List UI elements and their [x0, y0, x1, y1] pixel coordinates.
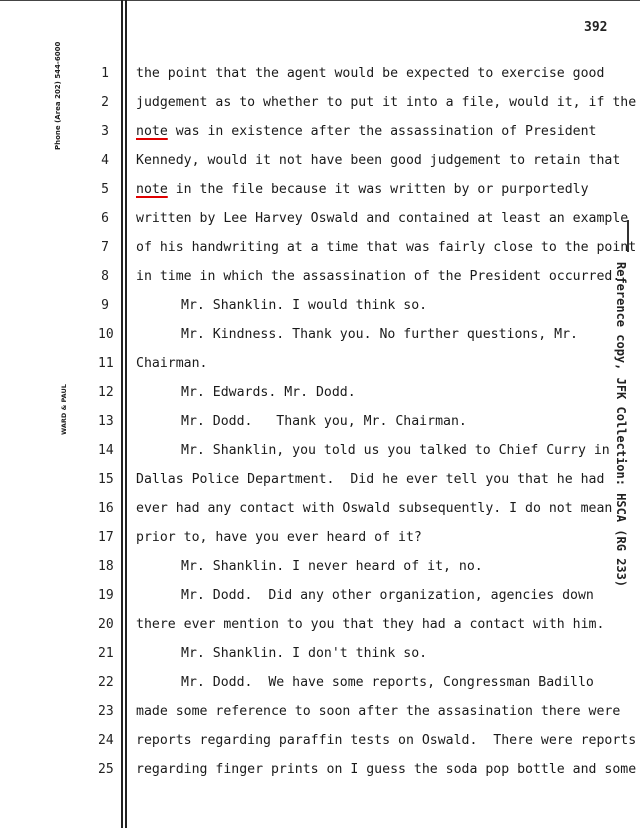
page-number: 392: [584, 20, 608, 35]
transcript-line: [0, 298, 640, 318]
transcript-line: [0, 269, 640, 289]
transcript-line: [0, 211, 640, 231]
line-number: 4: [101, 153, 109, 168]
line-text: [136, 501, 626, 516]
transcript-line: [0, 153, 640, 173]
text-segment: regarding finger prints on I guess the soda pop bottle and some: [136, 762, 637, 777]
line-text: [181, 327, 626, 342]
line-number: 5: [101, 182, 109, 197]
line-number: 12: [98, 385, 114, 400]
transcript-line: [0, 675, 640, 695]
line-number: 13: [98, 414, 114, 429]
text-segment: written by Lee Harvey Oswald and contained at least an example: [136, 211, 629, 226]
line-text: [136, 211, 629, 226]
line-number: 18: [98, 559, 114, 574]
transcript-line: [0, 356, 640, 376]
transcript-line: [0, 617, 640, 637]
line-number: 2: [101, 95, 109, 110]
line-text: [181, 559, 626, 574]
line-text: [181, 443, 626, 458]
transcript-line: [0, 501, 640, 521]
transcript-line: [0, 240, 640, 260]
line-text: [136, 530, 626, 545]
text-segment: was in existence after the assassination of President: [167, 124, 597, 139]
line-number: 22: [98, 675, 114, 690]
transcript-line: [0, 443, 640, 463]
firm-label: WARD & PAUL: [60, 384, 68, 435]
transcript-line: [0, 95, 640, 115]
line-number: 1: [101, 66, 109, 81]
line-text: [136, 66, 626, 81]
line-text: [136, 472, 626, 487]
line-text: [136, 95, 637, 110]
underlined-word: note: [136, 182, 168, 197]
line-number: 25: [98, 762, 114, 777]
transcript-line: [0, 733, 640, 753]
line-text: [181, 385, 626, 400]
line-number: 9: [101, 298, 109, 313]
underlined-word: note: [136, 124, 168, 139]
transcript-line: [0, 385, 640, 405]
line-number: 6: [101, 211, 109, 226]
line-number: 14: [98, 443, 114, 458]
transcript-line: [0, 66, 640, 86]
line-text: [181, 675, 626, 690]
transcript-line: [0, 646, 640, 666]
text-segment: Mr. Dodd. Did any other organization, agencies down: [181, 588, 594, 603]
text-segment: the point that the agent would be expected to exercise good: [136, 66, 605, 81]
text-segment: Mr. Kindness. Thank you. No further questions, Mr.: [181, 327, 578, 342]
text-segment: Mr. Dodd. Thank you, Mr. Chairman.: [181, 414, 467, 429]
line-text: [136, 762, 637, 777]
text-segment: ever had any contact with Oswald subsequently. I do not mean: [136, 501, 613, 516]
phone-label: Phone (Area 202) 544-6000: [54, 41, 62, 150]
transcript-line: [0, 559, 640, 579]
transcript-line: [0, 414, 640, 434]
line-number: 20: [98, 617, 114, 632]
text-segment: in time in which the assassination of the President occurred.: [136, 269, 621, 284]
text-segment: Mr. Shanklin, you told us you talked to Chief Curry in: [181, 443, 610, 458]
text-segment: Kennedy, would it not have been good judgement to retain that: [136, 153, 621, 168]
line-number: 21: [98, 646, 114, 661]
transcript-line: [0, 472, 640, 492]
text-segment: Mr. Dodd. We have some reports, Congressman Badillo: [181, 675, 594, 690]
line-number: 16: [98, 501, 114, 516]
line-text: [136, 182, 626, 197]
top-edge-line: [0, 0, 640, 1]
line-number: 23: [98, 704, 114, 719]
line-number: 17: [98, 530, 114, 545]
text-segment: in the file because it was written by or purportedly: [167, 182, 589, 197]
line-number: 11: [98, 356, 114, 371]
line-number: 3: [101, 124, 109, 139]
text-segment: there ever mention to you that they had a contact with him.: [136, 617, 605, 632]
line-text: [181, 298, 626, 313]
transcript-line: [0, 588, 640, 608]
line-text: [136, 617, 626, 632]
line-number: 24: [98, 733, 114, 748]
text-segment: reports regarding paraffin tests on Oswald. There were reports: [136, 733, 637, 748]
line-number: 7: [101, 240, 109, 255]
text-segment: Mr. Shanklin. I would think so.: [181, 298, 428, 313]
text-segment: Chairman.: [136, 356, 208, 371]
line-text: [136, 356, 626, 371]
text-segment: judgement as to whether to put it into a file, would it, if the: [136, 95, 637, 110]
line-number: 19: [98, 588, 114, 603]
line-number: 10: [98, 327, 114, 342]
transcript-line: [0, 530, 640, 550]
line-text: [136, 124, 626, 139]
line-number: 15: [98, 472, 114, 487]
line-text: [181, 646, 626, 661]
text-segment: Mr. Shanklin. I never heard of it, no.: [181, 559, 483, 574]
text-segment: prior to, have you ever heard of it?: [136, 530, 422, 545]
line-text: [136, 733, 637, 748]
reference-label: Reference copy, JFK Collection: HSCA (RG 233): [614, 262, 628, 588]
text-segment: Mr. Shanklin. I don't think so.: [181, 646, 428, 661]
line-text: [136, 153, 626, 168]
line-number: 8: [101, 269, 109, 284]
line-text: [181, 414, 626, 429]
text-segment: of his handwriting at a time that was fairly close to the point: [136, 240, 637, 255]
transcript-line: [0, 124, 640, 144]
transcript-line: [0, 762, 640, 782]
line-text: [136, 240, 637, 255]
text-segment: made some reference to soon after the assasination there were: [136, 704, 621, 719]
text-segment: Dallas Police Department. Did he ever tell you that he had: [136, 472, 605, 487]
text-segment: Mr. Edwards. Mr. Dodd.: [181, 385, 356, 400]
line-text: [136, 704, 626, 719]
transcript-line: [0, 182, 640, 202]
transcript-line: [0, 704, 640, 724]
line-text: [136, 269, 626, 284]
transcript-line: [0, 327, 640, 347]
line-text: [181, 588, 626, 603]
